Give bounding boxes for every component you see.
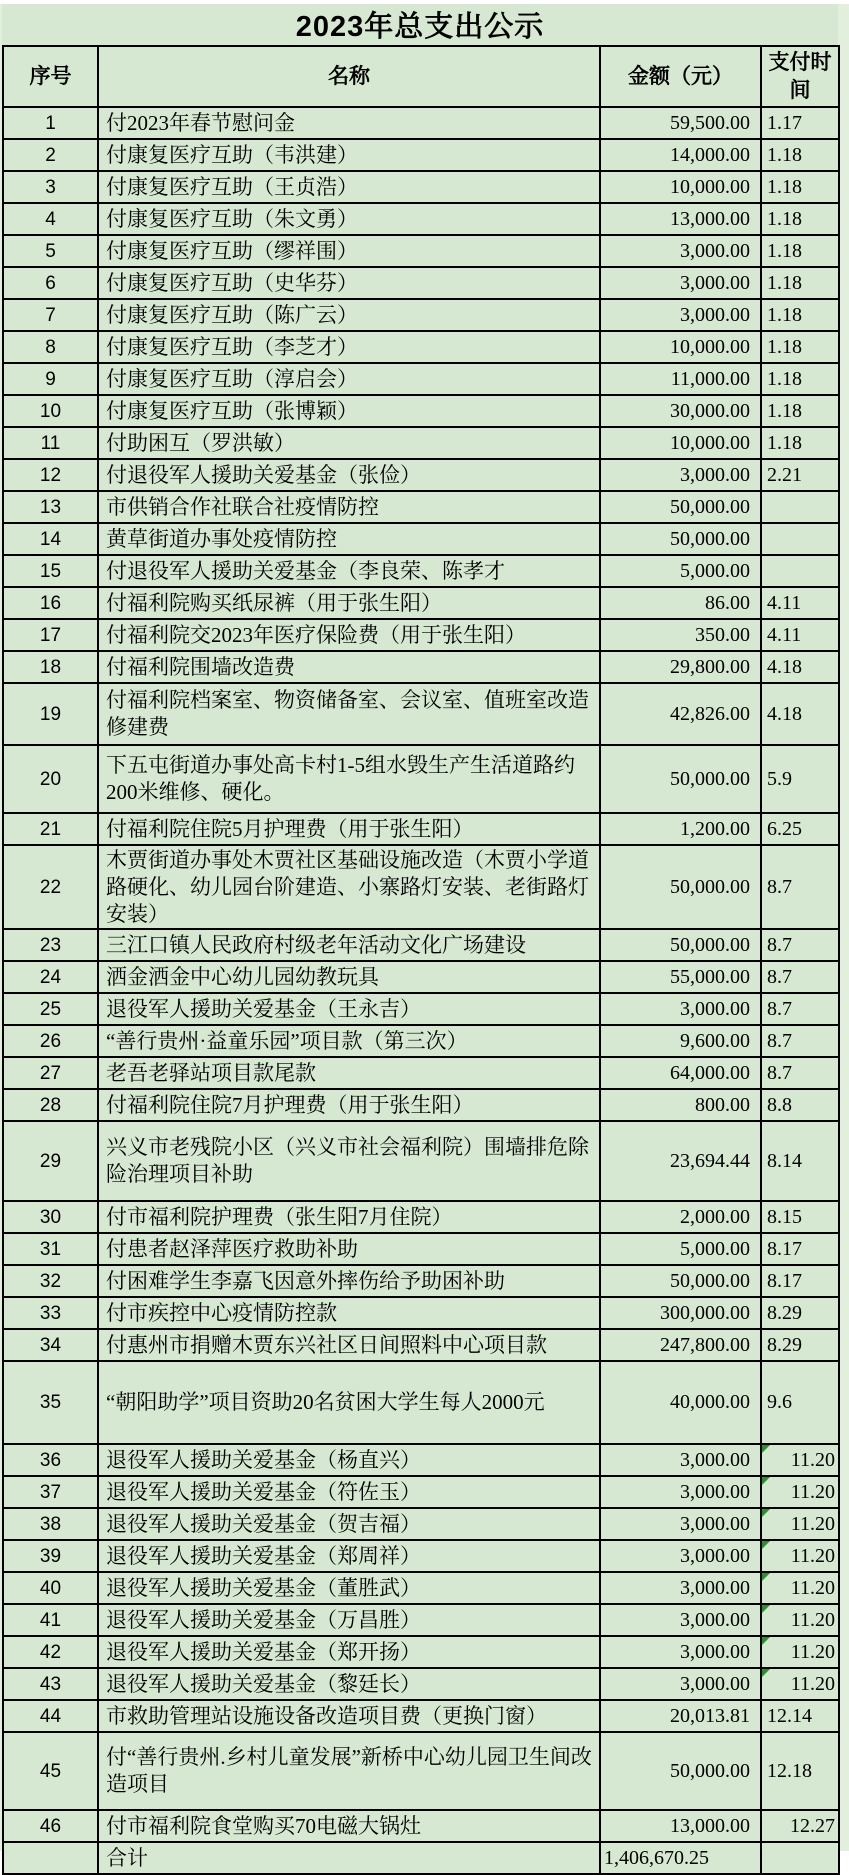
cell-name[interactable]: 市供销合作社联合社疫情防控 (98, 491, 600, 523)
cell-amount[interactable]: 55,000.00 (600, 961, 761, 993)
table-row (3, 459, 839, 491)
cell-no[interactable]: 19 (3, 683, 98, 745)
table-row (3, 107, 839, 139)
cell-name[interactable]: 三江口镇人民政府村级老年活动文化广场建设 (98, 929, 600, 961)
table-row (3, 203, 839, 235)
cell-no[interactable]: 8 (3, 331, 98, 363)
cell-amount[interactable]: 350.00 (600, 619, 761, 651)
cell-date[interactable]: 5.9 (761, 745, 839, 813)
cell-date[interactable]: 8.29 (761, 1297, 839, 1329)
table-row (3, 1233, 839, 1265)
cell-no[interactable]: 36 (3, 1444, 98, 1476)
cell-no[interactable]: 23 (3, 929, 98, 961)
expenditure-sheet (2, 4, 838, 1875)
cell-name[interactable]: 退役军人援助关爱基金（董胜武） (98, 1572, 600, 1604)
cell-date[interactable]: 11.20 (761, 1508, 839, 1540)
cell-name[interactable]: 退役军人援助关爱基金（王永吉） (98, 993, 600, 1025)
cell-no[interactable]: 30 (3, 1201, 98, 1233)
cell-no[interactable]: 41 (3, 1604, 98, 1636)
cell-date[interactable]: 8.14 (761, 1121, 839, 1201)
cell-amount[interactable]: 50,000.00 (600, 491, 761, 523)
cell-amount[interactable]: 10,000.00 (600, 427, 761, 459)
cell-date[interactable]: 8.15 (761, 1201, 839, 1233)
cell-date[interactable]: 1.18 (761, 235, 839, 267)
cell-amount[interactable]: 50,000.00 (600, 845, 761, 929)
cell-date[interactable]: 1.18 (761, 331, 839, 363)
cell-name[interactable]: 付退役军人援助关爱基金（李良荣、陈孝才 (98, 555, 600, 587)
cell-no[interactable]: 39 (3, 1540, 98, 1572)
table-row (3, 1572, 839, 1604)
cell-no[interactable]: 44 (3, 1700, 98, 1732)
page-title: 2023年总支出公示 (2, 4, 838, 45)
table-row (3, 745, 839, 813)
cell-name[interactable]: 退役军人援助关爱基金（黎廷长） (98, 1668, 600, 1700)
table-row (3, 1297, 839, 1329)
cell-amount[interactable]: 3,000.00 (600, 1540, 761, 1572)
cell-no[interactable]: 31 (3, 1233, 98, 1265)
cell-amount[interactable]: 10,000.00 (600, 171, 761, 203)
cell-amount[interactable]: 9,600.00 (600, 1025, 761, 1057)
col-header-name[interactable]: 名称 (98, 46, 600, 107)
table-row (3, 1540, 839, 1572)
cell-date[interactable] (761, 491, 839, 523)
cell-date[interactable]: 8.7 (761, 961, 839, 993)
cell-no[interactable]: 16 (3, 587, 98, 619)
cell-name[interactable]: 付康复医疗互助（淳启会） (98, 363, 600, 395)
cell-date[interactable]: 8.29 (761, 1329, 839, 1361)
table-row (3, 1444, 839, 1476)
cell-amount[interactable]: 10,000.00 (600, 331, 761, 363)
cell-name[interactable]: 退役军人援助关爱基金（万昌胜） (98, 1604, 600, 1636)
cell-no[interactable]: 18 (3, 651, 98, 683)
cell-date[interactable]: 8.7 (761, 993, 839, 1025)
error-marker-icon (762, 1605, 770, 1613)
cell-no[interactable]: 38 (3, 1508, 98, 1540)
table-row (3, 395, 839, 427)
cell-date[interactable]: 11.20 (761, 1540, 839, 1572)
cell-name[interactable]: 退役军人援助关爱基金（郑周祥） (98, 1540, 600, 1572)
table-row (3, 587, 839, 619)
cell-amount[interactable]: 3,000.00 (600, 1636, 761, 1668)
cell-name[interactable]: 付市疾控中心疫情防控款 (98, 1297, 600, 1329)
cell-amount[interactable]: 64,000.00 (600, 1057, 761, 1089)
cell-name[interactable]: 老吾老驿站项目款尾款 (98, 1057, 600, 1089)
cell-name[interactable]: 退役军人援助关爱基金（杨直兴） (98, 1444, 600, 1476)
cell-amount[interactable]: 247,800.00 (600, 1329, 761, 1361)
cell-date[interactable]: 4.11 (761, 587, 839, 619)
cell-no[interactable]: 7 (3, 299, 98, 331)
cell-date[interactable]: 11.20 (761, 1636, 839, 1668)
cell-amount[interactable]: 3,000.00 (600, 993, 761, 1025)
cell-amount[interactable]: 3,000.00 (600, 235, 761, 267)
cell-date[interactable]: 12.18 (761, 1732, 839, 1810)
cell-no[interactable]: 22 (3, 845, 98, 929)
table-row (3, 1604, 839, 1636)
col-header-no[interactable]: 序号 (3, 46, 98, 107)
cell-no[interactable]: 3 (3, 171, 98, 203)
error-marker-icon (762, 1573, 770, 1581)
table-row (3, 555, 839, 587)
cell-amount[interactable]: 3,000.00 (600, 459, 761, 491)
cell-no[interactable]: 5 (3, 235, 98, 267)
cell-amount[interactable]: 3,000.00 (600, 1508, 761, 1540)
cell-name[interactable]: 付助困互（罗洪敏） (98, 427, 600, 459)
cell-name[interactable]: 市救助管理站设施设备改造项目费（更换门窗） (98, 1700, 600, 1732)
cell-amount[interactable]: 3,000.00 (600, 1572, 761, 1604)
cell-date[interactable] (761, 1842, 839, 1874)
cell-date[interactable]: 4.11 (761, 619, 839, 651)
table-row (3, 1201, 839, 1233)
cell-amount[interactable]: 14,000.00 (600, 139, 761, 171)
cell-no[interactable]: 12 (3, 459, 98, 491)
cell-date[interactable]: 12.27 (761, 1810, 839, 1842)
table-row (3, 1700, 839, 1732)
cell-no[interactable]: 46 (3, 1810, 98, 1842)
table-row (3, 1265, 839, 1297)
cell-amount[interactable]: 50,000.00 (600, 745, 761, 813)
table-row (3, 523, 839, 555)
table-row (3, 235, 839, 267)
cell-no[interactable]: 13 (3, 491, 98, 523)
cell-total-amount[interactable]: 1,406,670.25 (600, 1842, 761, 1874)
table-row (3, 139, 839, 171)
cell-date[interactable]: 1.18 (761, 203, 839, 235)
cell-name[interactable]: 付康复医疗互助（韦洪建） (98, 139, 600, 171)
cell-amount[interactable]: 5,000.00 (600, 555, 761, 587)
table-row (3, 683, 839, 745)
cell-no[interactable]: 42 (3, 1636, 98, 1668)
cell-no[interactable]: 20 (3, 745, 98, 813)
cell-date[interactable]: 8.7 (761, 845, 839, 929)
cell-name[interactable]: 付康复医疗互助（王贞浩） (98, 171, 600, 203)
cell-amount[interactable]: 1,200.00 (600, 813, 761, 845)
cell-no[interactable]: 45 (3, 1732, 98, 1810)
cell-amount[interactable]: 40,000.00 (600, 1361, 761, 1444)
cell-amount[interactable]: 20,013.81 (600, 1700, 761, 1732)
cell-date[interactable]: 11.20 (761, 1604, 839, 1636)
cell-name[interactable]: 付康复医疗互助（史华芬） (98, 267, 600, 299)
cell-date[interactable]: 1.18 (761, 139, 839, 171)
error-marker-icon (762, 1477, 770, 1485)
cell-name[interactable]: 付福利院交2023年医疗保险费（用于张生阳） (98, 619, 600, 651)
cell-amount[interactable]: 300,000.00 (600, 1297, 761, 1329)
cell-name[interactable]: 兴义市老残院小区（兴义市社会福利院）围墙排危除险治理项目补助 (98, 1121, 600, 1201)
table-row (3, 1732, 839, 1810)
cell-date[interactable]: 8.7 (761, 929, 839, 961)
cell-no[interactable]: 26 (3, 1025, 98, 1057)
cell-name[interactable]: 付“善行贵州.乡村儿童发展”新桥中心幼儿园卫生间改造项目 (98, 1732, 600, 1810)
error-marker-icon (762, 1669, 770, 1677)
cell-no[interactable] (3, 1842, 98, 1874)
table-row (3, 813, 839, 845)
table-row (3, 1057, 839, 1089)
table-row (3, 1329, 839, 1361)
cell-no[interactable]: 28 (3, 1089, 98, 1121)
cell-amount[interactable]: 3,000.00 (600, 1668, 761, 1700)
error-marker-icon (762, 1509, 770, 1517)
table-row (3, 1361, 839, 1444)
cell-name[interactable]: 付福利院购买纸尿裤（用于张生阳） (98, 587, 600, 619)
cell-amount[interactable]: 30,000.00 (600, 395, 761, 427)
cell-no[interactable]: 35 (3, 1361, 98, 1444)
cell-date[interactable]: 2.21 (761, 459, 839, 491)
cell-no[interactable]: 43 (3, 1668, 98, 1700)
cell-date[interactable]: 11.20 (761, 1476, 839, 1508)
table-row (3, 363, 839, 395)
cell-amount[interactable]: 59,500.00 (600, 107, 761, 139)
cell-amount[interactable]: 50,000.00 (600, 929, 761, 961)
cell-amount[interactable]: 3,000.00 (600, 1476, 761, 1508)
cell-date[interactable]: 8.8 (761, 1089, 839, 1121)
table-row (3, 1810, 839, 1842)
cell-amount[interactable]: 50,000.00 (600, 523, 761, 555)
cell-name[interactable]: 付困难学生李嘉飞因意外摔伤给予助困补助 (98, 1265, 600, 1297)
cell-no[interactable]: 17 (3, 619, 98, 651)
cell-no[interactable]: 24 (3, 961, 98, 993)
cell-no[interactable]: 29 (3, 1121, 98, 1201)
cell-date[interactable]: 11.20 (761, 1444, 839, 1476)
col-header-date[interactable]: 支付时间 (761, 46, 839, 107)
cell-no[interactable]: 25 (3, 993, 98, 1025)
table-row (3, 1476, 839, 1508)
table-row (3, 845, 839, 929)
error-marker-icon (762, 1637, 770, 1645)
cell-name[interactable]: 洒金洒金中心幼儿园幼教玩具 (98, 961, 600, 993)
cell-no[interactable]: 2 (3, 139, 98, 171)
col-header-amount[interactable]: 金额（元） (600, 46, 761, 107)
table-row (3, 331, 839, 363)
cell-amount[interactable]: 800.00 (600, 1089, 761, 1121)
cell-date[interactable]: 9.6 (761, 1361, 839, 1444)
cell-no[interactable]: 15 (3, 555, 98, 587)
cell-name[interactable]: 黄草街道办事处疫情防控 (98, 523, 600, 555)
cell-amount[interactable]: 42,826.00 (600, 683, 761, 745)
cell-no[interactable]: 37 (3, 1476, 98, 1508)
cell-date[interactable]: 1.18 (761, 267, 839, 299)
cell-date[interactable]: 1.17 (761, 107, 839, 139)
cell-name[interactable]: 下五屯街道办事处高卡村1-5组水毁生产生活道路约200米维修、硬化。 (98, 745, 600, 813)
cell-name[interactable]: 退役军人援助关爱基金（符佐玉） (98, 1476, 600, 1508)
cell-name[interactable]: 付惠州市捐赠木贾东兴社区日间照料中心项目款 (98, 1329, 600, 1361)
table-row (3, 1636, 839, 1668)
error-marker-icon (762, 1541, 770, 1549)
cell-amount[interactable]: 29,800.00 (600, 651, 761, 683)
table-row (3, 1025, 839, 1057)
table-row (3, 491, 839, 523)
cell-amount[interactable]: 3,000.00 (600, 1604, 761, 1636)
cell-date[interactable]: 1.18 (761, 299, 839, 331)
cell-no[interactable]: 10 (3, 395, 98, 427)
cell-name[interactable]: 付康复医疗互助（缪祥围） (98, 235, 600, 267)
cell-no[interactable]: 33 (3, 1297, 98, 1329)
cell-no[interactable]: 21 (3, 813, 98, 845)
cell-no[interactable]: 1 (3, 107, 98, 139)
expense-table (2, 45, 840, 1875)
table-row (3, 619, 839, 651)
cell-name[interactable]: “善行贵州·益童乐园”项目款（第三次） (98, 1025, 600, 1057)
cell-name[interactable]: 木贾街道办事处木贾社区基础设施改造（木贾小学道路硬化、幼儿园台阶建造、小寨路灯安装、老街路灯安装） (98, 845, 600, 929)
cell-date[interactable]: 6.25 (761, 813, 839, 845)
cell-name[interactable]: 付市福利院护理费（张生阳7月住院） (98, 1201, 600, 1233)
cell-name[interactable]: 付康复医疗互助（张博颖） (98, 395, 600, 427)
cell-date[interactable]: 8.17 (761, 1265, 839, 1297)
cell-date[interactable]: 12.14 (761, 1700, 839, 1732)
cell-amount[interactable]: 3,000.00 (600, 299, 761, 331)
cell-date[interactable]: 11.20 (761, 1668, 839, 1700)
table-row (3, 961, 839, 993)
error-marker-icon (762, 1445, 770, 1453)
cell-name[interactable]: 付患者赵泽萍医疗救助补助 (98, 1233, 600, 1265)
cell-no[interactable]: 14 (3, 523, 98, 555)
cell-no[interactable]: 11 (3, 427, 98, 459)
cell-date[interactable]: 1.18 (761, 395, 839, 427)
cell-no[interactable]: 34 (3, 1329, 98, 1361)
table-row (3, 171, 839, 203)
cell-name[interactable]: 退役军人援助关爱基金（郑开扬） (98, 1636, 600, 1668)
cell-date[interactable]: 1.18 (761, 171, 839, 203)
cell-amount[interactable]: 2,000.00 (600, 1201, 761, 1233)
cell-amount[interactable]: 11,000.00 (600, 363, 761, 395)
table-row (3, 427, 839, 459)
cell-name[interactable]: 付康复医疗互助（朱文勇） (98, 203, 600, 235)
cell-amount[interactable]: 3,000.00 (600, 1444, 761, 1476)
header-row (3, 46, 839, 107)
cell-name[interactable]: 付福利院围墙改造费 (98, 651, 600, 683)
cell-date[interactable] (761, 523, 839, 555)
cell-name[interactable]: 付福利院住院5月护理费（用于张生阳） (98, 813, 600, 845)
cell-date[interactable]: 4.18 (761, 683, 839, 745)
cell-date[interactable]: 8.7 (761, 1025, 839, 1057)
cell-no[interactable]: 9 (3, 363, 98, 395)
table-row (3, 929, 839, 961)
table-row (3, 267, 839, 299)
table-row (3, 1089, 839, 1121)
table-row (3, 993, 839, 1025)
cell-name[interactable]: 付市福利院食堂购买70电磁大锅灶 (98, 1810, 600, 1842)
cell-amount[interactable]: 86.00 (600, 587, 761, 619)
cell-amount[interactable]: 5,000.00 (600, 1233, 761, 1265)
cell-amount[interactable]: 13,000.00 (600, 203, 761, 235)
cell-amount[interactable]: 13,000.00 (600, 1810, 761, 1842)
cell-no[interactable]: 6 (3, 267, 98, 299)
cell-amount[interactable]: 50,000.00 (600, 1265, 761, 1297)
cell-name[interactable]: 付福利院档案室、物资储备室、会议室、值班室改造修建费 (98, 683, 600, 745)
table-row (3, 1121, 839, 1201)
cell-no[interactable]: 27 (3, 1057, 98, 1089)
cell-name[interactable]: 付康复医疗互助（陈广云） (98, 299, 600, 331)
cell-name[interactable]: 退役军人援助关爱基金（贺吉福） (98, 1508, 600, 1540)
cell-date[interactable]: 4.18 (761, 651, 839, 683)
total-row (3, 1842, 839, 1874)
cell-date[interactable]: 1.18 (761, 363, 839, 395)
cell-date[interactable]: 8.7 (761, 1057, 839, 1089)
cell-amount[interactable]: 50,000.00 (600, 1732, 761, 1810)
cell-no[interactable]: 40 (3, 1572, 98, 1604)
cell-no[interactable]: 4 (3, 203, 98, 235)
cell-date[interactable]: 11.20 (761, 1572, 839, 1604)
table-row (3, 1508, 839, 1540)
table-row (3, 651, 839, 683)
cell-name[interactable]: 付退役军人援助关爱基金（张俭） (98, 459, 600, 491)
cell-name[interactable]: “朝阳助学”项目资助20名贫困大学生每人2000元 (98, 1361, 600, 1444)
cell-date[interactable]: 1.18 (761, 427, 839, 459)
cell-name[interactable]: 付福利院住院7月护理费（用于张生阳） (98, 1089, 600, 1121)
cell-no[interactable]: 32 (3, 1265, 98, 1297)
cell-date[interactable] (761, 555, 839, 587)
cell-amount[interactable]: 23,694.44 (600, 1121, 761, 1201)
table-row (3, 1668, 839, 1700)
cell-date[interactable]: 8.17 (761, 1233, 839, 1265)
cell-name[interactable]: 付康复医疗互助（李芝才） (98, 331, 600, 363)
table-row (3, 299, 839, 331)
cell-name[interactable]: 付2023年春节慰问金 (98, 107, 600, 139)
cell-total-label[interactable]: 合计 (98, 1842, 600, 1874)
cell-amount[interactable]: 3,000.00 (600, 267, 761, 299)
